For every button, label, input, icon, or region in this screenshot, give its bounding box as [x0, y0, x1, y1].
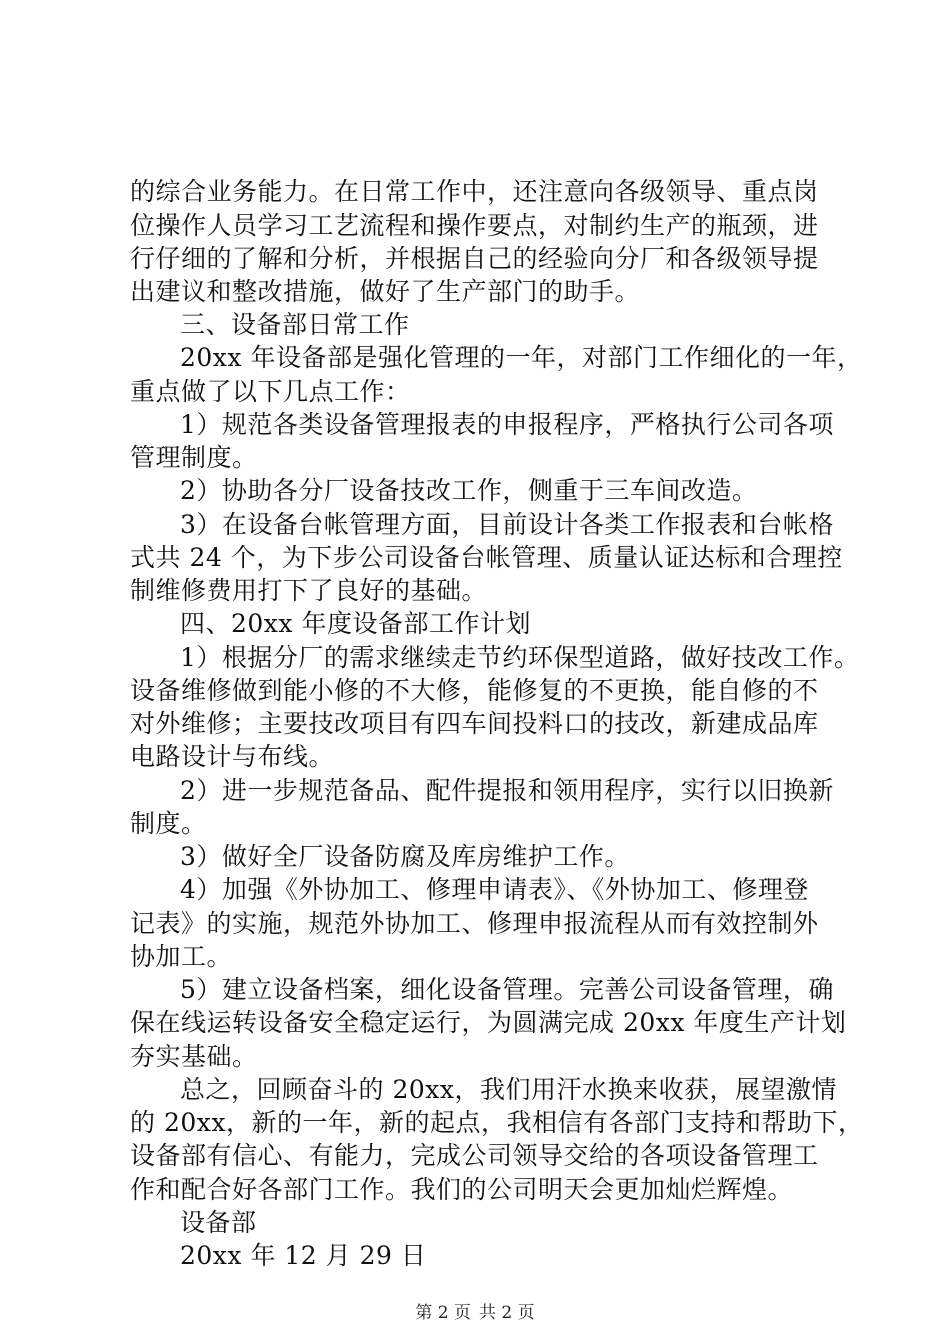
- page-number: 第 2 页: [415, 1303, 471, 1323]
- page-footer: [0, 1302, 950, 1324]
- list-item: 1）规范各类设备管理报表的申报程序，严格执行公司各项: [180, 410, 834, 439]
- body-line: 式共 24 个，为下步公司设备台帐管理、质量认证达标和合理控: [130, 543, 843, 572]
- body-line: 保在线运转设备安全稳定运行，为圆满完成 20xx 年度生产计划: [130, 1008, 847, 1037]
- body-line: 位操作人员学习工艺流程和操作要点，对制约生产的瓶颈，进: [130, 211, 819, 240]
- list-item: 5）建立设备档案，细化设备管理。完善公司设备管理，确: [180, 975, 834, 1004]
- list-item: 1）根据分厂的需求继续走节约环保型道路，做好技改工作。: [180, 643, 860, 672]
- body-line: 作和配合好各部门工作。我们的公司明天会更加灿烂辉煌。: [130, 1175, 794, 1204]
- list-item: 4）加强《外协加工、修理申请表》、《外协加工、修理登: [180, 875, 809, 904]
- body-line: 重点做了以下几点工作：: [130, 377, 411, 406]
- body-line: 协加工。: [130, 942, 233, 971]
- body-line: 行仔细的了解和分析，并根据自己的经验向分厂和各级领导提: [130, 244, 819, 273]
- body-line: 电路设计与布线。: [130, 742, 335, 771]
- signature-department: 设备部: [180, 1208, 257, 1237]
- body-line: 制维修费用打下了良好的基础。: [130, 576, 488, 605]
- body-line: 夯实基础。: [130, 1042, 258, 1071]
- body-line: 的综合业务能力。在日常工作中，还注意向各级领导、重点岗: [130, 177, 819, 206]
- list-item: 2）协助各分厂设备技改工作，侧重于三车间改造。: [180, 476, 758, 505]
- body-line: 对外维修；主要技改项目有四车间投料口的技改，新建成品库: [130, 709, 819, 738]
- list-item: 2）进一步规范备品、配件提报和领用程序，实行以旧换新: [180, 776, 834, 805]
- body-line: 记表》的实施，规范外协加工、修理申报流程从而有效控制外: [130, 909, 819, 938]
- body-line: 设备部有信心、有能力，完成公司领导交给的各项设备管理工: [130, 1141, 819, 1170]
- page-total: 共 2 页: [479, 1303, 535, 1323]
- body-line: 制度。: [130, 809, 207, 838]
- body-line: 总之，回顾奋斗的 20xx，我们用汗水换来收获，展望激情: [180, 1075, 837, 1104]
- body-line: 设备维修做到能小修的不大修，能修复的不更换，能自修的不: [130, 676, 819, 705]
- section-heading: 四、20xx 年度设备部工作计划: [180, 609, 531, 638]
- body-line: 管理制度。: [130, 443, 258, 472]
- list-item: 3）在设备台帐管理方面，目前设计各类工作报表和台帐格: [180, 510, 834, 539]
- signature-date: 20xx 年 12 月 29 日: [180, 1241, 427, 1270]
- body-line: 出建议和整改措施，做好了生产部门的助手。: [130, 277, 641, 306]
- body-line: 20xx 年设备部是强化管理的一年，对部门工作细化的一年，: [180, 343, 863, 372]
- list-item: 3）做好全厂设备防腐及库房维护工作。: [180, 842, 630, 871]
- body-line: 的 20xx，新的一年，新的起点，我相信有各部门支持和帮助下，: [130, 1108, 864, 1137]
- section-heading: 三、设备部日常工作: [180, 310, 410, 339]
